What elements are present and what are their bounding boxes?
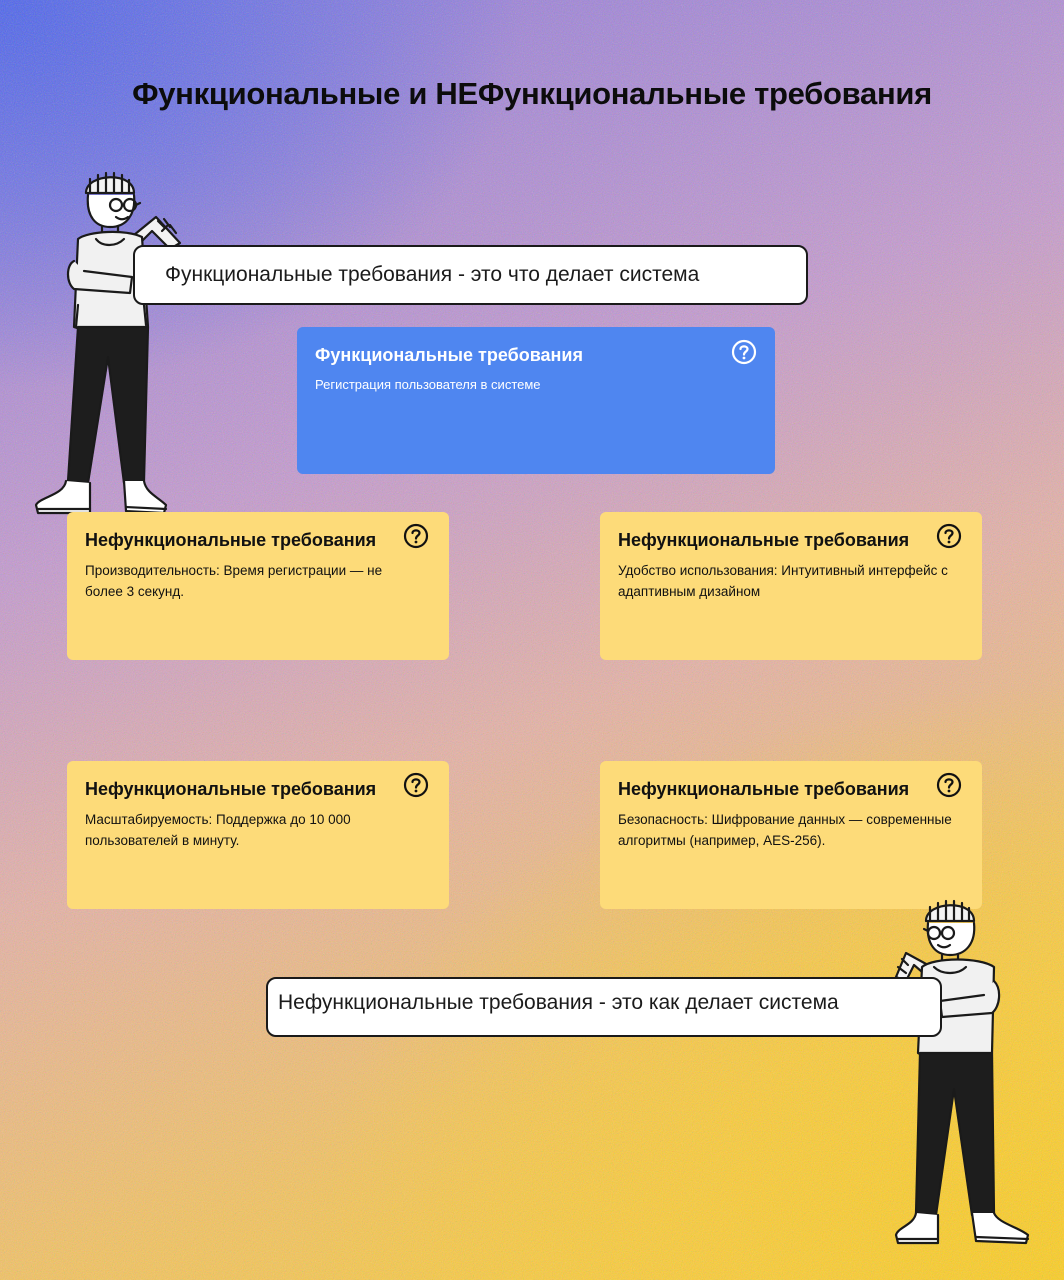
speech-bubble-nonfunctional: Нефункциональные требования - это как делает система (266, 977, 942, 1037)
card-title: Нефункциональные требования (85, 530, 377, 550)
nonfunctional-requirement-card (600, 512, 982, 660)
question-icon (936, 523, 962, 549)
card-description: Регистрация пользователя в системе (315, 377, 541, 392)
question-icon (403, 772, 429, 798)
question-icon (731, 339, 757, 365)
card-description: Производительность: Время регистрации — не более 3 секунд. (85, 563, 383, 599)
question-icon (403, 523, 429, 549)
card-description: Масштабируемость: Поддержка до 10 000 пользователей в минуту. (85, 812, 351, 848)
speech-bubble-functional: Функциональные требования - это что делает система (133, 245, 808, 305)
card-title: Нефункциональные требования (618, 779, 910, 799)
question-icon (936, 772, 962, 798)
card-title: Нефункциональные требования (618, 530, 910, 550)
nonfunctional-requirement-card (600, 761, 982, 909)
card-description: Безопасность: Шифрование данных — современные алгоритмы (например, AES-256). (618, 812, 952, 848)
functional-requirement-card (297, 327, 775, 474)
person-illustration (30, 165, 190, 525)
nonfunctional-requirement-card (67, 761, 449, 909)
page-title: Функциональные и НЕФункциональные требования (132, 76, 932, 111)
person-illustration (888, 893, 1038, 1255)
card-title: Нефункциональные требования (85, 779, 377, 799)
card-title: Функциональные требования (315, 345, 583, 365)
nonfunctional-requirement-card (67, 512, 449, 660)
card-description: Удобство использования: Интуитивный интерфейс с адаптивным дизайном (618, 563, 948, 599)
